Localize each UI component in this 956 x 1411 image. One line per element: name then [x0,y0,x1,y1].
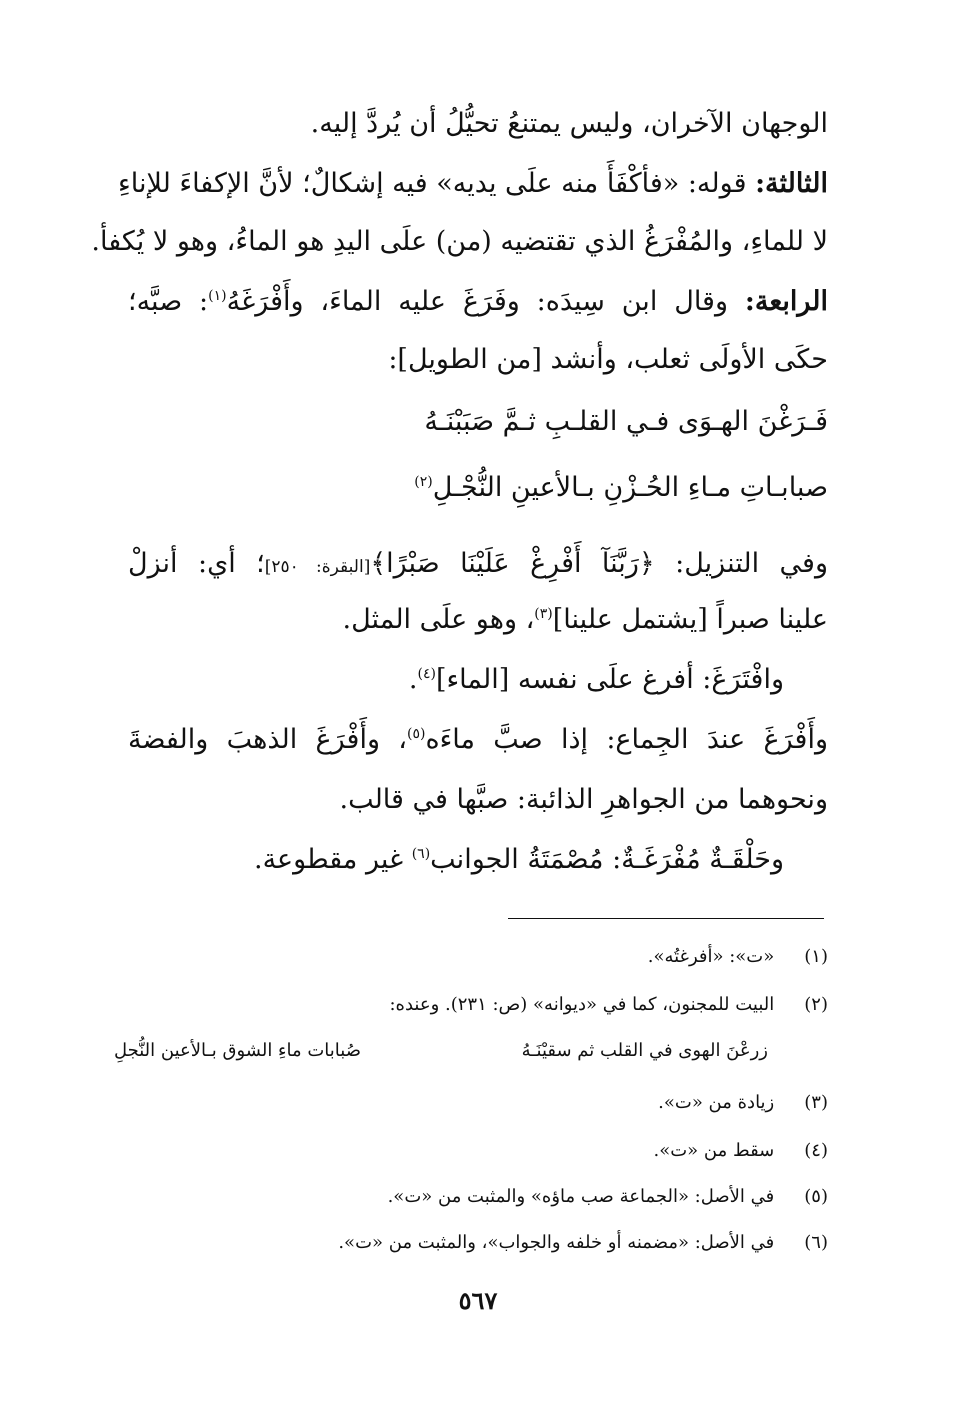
footnote-number: (٣) [804,1092,828,1113]
footnote-4: (٤) سقط من «ت». [128,1136,828,1166]
verse-first-hemistich: فَـرَغْنَ الهـوَى فـي القلـبِ ثـمَّ صَبَبْنَـهُ [424,406,828,437]
text-line-3: لا للماءِ، والمُفْرَغُ الذي تقتضيه (من) علَى اليدِ هو الماءُ، وهو لا يُكفأ. [91,226,828,257]
footnote-3: (٣) زيادة من «ت». [128,1088,828,1118]
footnote-1: (١) «ت»: «أفرغتُه». [128,942,828,972]
footnote-2: (٢) البيت للمجنون، كما في «ديوانه» (ص: ٢٣١). وعنده: [128,990,828,1020]
footnote-ref-6[interactable]: (٦) [411,846,431,862]
footnote-ref-4[interactable]: (٤) [417,666,436,682]
footnote-ref-5[interactable]: (٥) [407,726,426,742]
text-line-7: علينا صبراً [يشتمل علينا]$^{(٣)}$، وهو علَى المثل. [342,604,828,635]
text-line-11: وحَلْقَـةٌ مُفْرَغَـةٌ: مُصْمَتَةُ الجوانب$^{(٦)}$ غير مقطوعة. [253,844,784,875]
footnote-number: (١) [804,946,828,967]
text-line-5: حكَى الأولَى ثعلب، وأنشد [من الطويل]: [388,344,828,375]
footnote-6: (٦) في الأصل: «مضمنه أو خلفه والجواب»، والمثبت من «ت». [128,1228,828,1258]
footnote-number: (٤) [804,1140,828,1161]
section-heading-fourth: الرابعة: [744,286,828,317]
footnote-ref-2[interactable]: (٢) [414,474,433,490]
footnote-ref-3[interactable]: (٣) [534,606,553,622]
footnote-number: (٥) [804,1186,828,1207]
text-line-10: ونحوهما من الجواهرِ الذائبة: صبَّها في قالب. [339,784,828,815]
text-line-1: الوجهان الآخران، وليس يمتنعُ تحيُّلُ أن يُردَّ إليه. [310,108,828,139]
page-number: ٥٦٧ [458,1286,498,1315]
quran-reference: [البقرة: ٢٥٠] [264,557,371,577]
verse-second-hemistich: صبابـاتِ مـاءِ الحُـزْنِ بـالأعينِ النُّجْـلِ$^{(٢)}$ [414,472,828,503]
text-line-2: الثالثة: قوله: «فأكْفَأَ منه علَى يديه» فيه إشكالٌ؛ لأنَّ الإكفاءَ للإناءِ [118,168,828,199]
text-line-6: وفي التنزيل: ﴿رَبَّنَآ أَفْرِغْ عَلَيْنَا صَبْرًا﴾[البقرة: ٢٥٠]؛ أي: أنزلْ [128,548,828,579]
footnote-separator [508,918,824,919]
section-heading-third: الثالثة: [755,168,828,199]
footnote-5: (٥) في الأصل: «الجماعة صب ماؤه» والمثبت من «ت». [128,1182,828,1212]
footnote-ref-1[interactable]: (١) [208,288,227,304]
footnote-poem-second: صُبابات ماءِ الشوق بـالأعين النُّجلِ [114,1040,361,1061]
text-line-9: وأَفْرَغَ عندَ الجِماع: إذا صبَّ ماءَه$^{(٥)}$، وأَفْرَغَ الذهبَ والفضةَ [128,724,828,755]
text-line-8: وافْتَرَغَ: أفرغ علَى نفسه [الماء]$^{(٤)}$. [408,664,784,695]
footnote-number: (٦) [804,1232,828,1253]
footnote-poem-first: زرعْنَ الهوى في القلب ثم سقيْنَـهُ [521,1040,768,1061]
footnote-number: (٢) [804,994,828,1015]
text-line-4: الرابعة: وقال ابن سِيدَه: وفَرَغَ عليه الماءَ، وأَفْرَغَهُ$^{(١)}$: صبَّه؛ [128,286,828,317]
